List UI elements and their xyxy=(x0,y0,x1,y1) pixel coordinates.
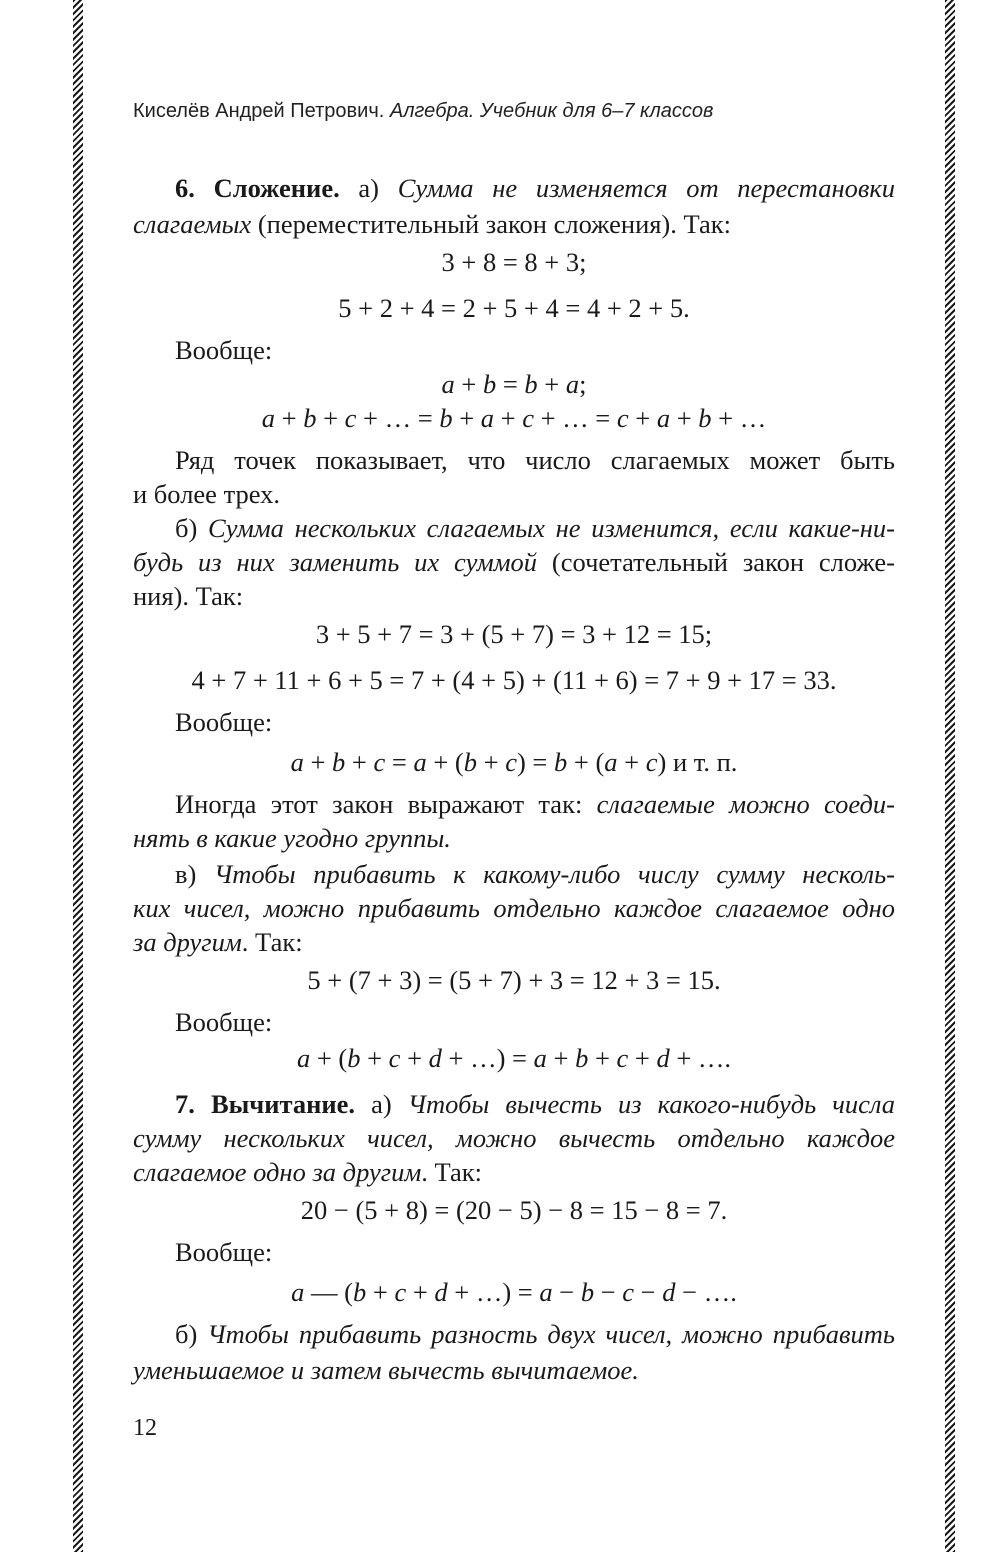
text-segment: уменьшаемое и затем вычесть вычитаемое. xyxy=(133,1355,639,1385)
text-segment: + xyxy=(316,403,345,433)
text-segment: − xyxy=(552,1277,581,1307)
text-segment: б) xyxy=(175,513,209,543)
text-segment: Чтобы прибавить разность двух чисел, можно прибавить xyxy=(207,1319,895,1349)
text-segment: a xyxy=(291,1277,305,1307)
text-segment: 3 + 8 = 8 + 3; xyxy=(441,247,587,277)
text-segment: + xyxy=(452,403,481,433)
text-segment: нять в какие угодно группы. xyxy=(133,823,451,853)
text-segment: слагаемых xyxy=(133,209,252,239)
text-segment: = xyxy=(385,747,414,777)
text-segment: + xyxy=(345,747,374,777)
text-segment: + xyxy=(670,403,699,433)
text-segment: слагаемые можно соеди- xyxy=(596,789,895,819)
text-line xyxy=(175,1087,895,1121)
text-segment: 4 + 7 + 11 + 6 + 5 = 7 + (4 + 5) + (11 + 6) = 7 + 9 + 17 = 33. xyxy=(191,665,837,695)
text-segment: + xyxy=(454,369,483,399)
text-line xyxy=(133,1121,895,1155)
text-segment: b xyxy=(698,403,712,433)
running-header xyxy=(133,100,713,123)
text-segment: будь из них заменить их суммой xyxy=(133,547,538,577)
formula-line xyxy=(133,1041,895,1075)
text-segment: c xyxy=(616,1043,629,1073)
formula-line xyxy=(133,663,895,697)
text-line xyxy=(133,1155,482,1189)
text-segment: c xyxy=(505,747,517,777)
text-segment: b xyxy=(332,747,346,777)
text-segment: b xyxy=(463,747,477,777)
text-segment: + …) = xyxy=(447,1277,540,1307)
text-segment: + xyxy=(588,1043,617,1073)
text-segment: − …. xyxy=(675,1277,737,1307)
text-line xyxy=(133,891,895,925)
text-segment: Ряд точек показывает, что число слагаемых может быть xyxy=(175,445,895,475)
text-line xyxy=(133,1353,639,1387)
text-segment: ) = xyxy=(516,747,554,777)
text-segment: + xyxy=(537,369,566,399)
text-segment: b xyxy=(303,403,317,433)
text-segment: 6. Сложение. xyxy=(175,173,340,203)
text-line xyxy=(133,925,303,959)
formula-line xyxy=(133,963,895,997)
text-segment: ния). Так: xyxy=(133,581,244,611)
formula-line xyxy=(133,291,895,325)
left-decorative-border xyxy=(73,0,83,1552)
text-segment: d xyxy=(428,1043,442,1073)
text-segment: ких чисел, можно прибавить отдельно каждое слагаемое одно xyxy=(133,893,895,923)
text-segment: d xyxy=(662,1277,676,1307)
formula-line xyxy=(133,617,895,651)
text-segment: + xyxy=(400,1043,429,1073)
text-segment: Вообще: xyxy=(175,1007,273,1037)
text-segment: + ( xyxy=(426,747,464,777)
text-segment: сумму нескольких чисел, можно вычесть отдельно каждое xyxy=(133,1123,895,1153)
text-segment: 7. Вычитание. xyxy=(175,1089,356,1119)
text-segment: + …. xyxy=(669,1043,732,1073)
text-line xyxy=(175,857,895,891)
text-segment: − xyxy=(634,1277,663,1307)
text-line xyxy=(175,705,272,739)
text-line xyxy=(133,207,731,241)
text-segment: a xyxy=(441,369,455,399)
text-segment: b xyxy=(347,1043,361,1073)
text-segment: . Так: xyxy=(421,1157,483,1187)
text-segment: + xyxy=(628,403,657,433)
text-segment: c xyxy=(522,403,534,433)
text-segment: d xyxy=(656,1043,670,1073)
formula-line xyxy=(133,367,895,401)
text-segment: 5 + 2 + 4 = 2 + 5 + 4 = 4 + 2 + 5. xyxy=(338,293,690,323)
text-segment: c xyxy=(616,403,629,433)
text-segment: c xyxy=(394,1277,407,1307)
text-segment: d xyxy=(434,1277,448,1307)
text-segment: Вообще: xyxy=(175,707,273,737)
text-segment: — ( xyxy=(304,1277,353,1307)
header-title: Алгебра. Учебник для 6–7 классов xyxy=(389,100,714,122)
text-line xyxy=(175,443,895,477)
text-segment: в) xyxy=(175,859,214,889)
text-segment: + … xyxy=(711,403,767,433)
text-segment: + xyxy=(628,1043,657,1073)
text-segment: + … = xyxy=(533,403,617,433)
text-segment: за другим xyxy=(133,927,242,957)
text-segment: б) xyxy=(175,1319,208,1349)
formula-line xyxy=(133,245,895,279)
text-line xyxy=(133,477,280,511)
text-segment: 20 − (5 + 8) = (20 − 5) − 8 = 15 − 8 = 7. xyxy=(300,1195,728,1225)
text-segment: + xyxy=(406,1277,435,1307)
text-segment: (переместительный закон сложения). Так: xyxy=(251,209,732,239)
text-segment: слагаемое одно за другим xyxy=(133,1157,422,1187)
text-line xyxy=(175,787,895,821)
text-segment: + xyxy=(494,403,523,433)
text-segment: a xyxy=(413,747,427,777)
text-segment: a xyxy=(290,747,304,777)
text-segment: b xyxy=(580,1277,595,1307)
text-segment: + xyxy=(360,1043,389,1073)
text-line xyxy=(175,333,272,367)
text-segment: + …) = xyxy=(441,1043,534,1073)
text-segment: Вообще: xyxy=(175,1237,273,1267)
text-segment: a xyxy=(565,369,580,399)
text-segment: Сумма не изменяется от перестановки xyxy=(397,173,895,203)
text-segment: + … = xyxy=(356,403,440,433)
text-segment: Вообще: xyxy=(175,335,273,365)
text-segment: a xyxy=(296,1043,311,1073)
text-segment: a xyxy=(261,403,275,433)
text-segment: Иногда этот закон выражают так: xyxy=(175,789,597,819)
text-segment: a xyxy=(656,403,671,433)
formula-line xyxy=(133,1275,895,1309)
text-line xyxy=(175,171,895,205)
text-segment: = xyxy=(496,369,525,399)
page-number: 12 xyxy=(133,1415,157,1441)
text-segment: . Так: xyxy=(241,927,303,957)
text-segment: ; xyxy=(579,369,587,399)
text-segment: Сумма нескольких слагаемых не изменится, если какие-ни- xyxy=(208,513,895,543)
text-segment: + xyxy=(546,1043,576,1073)
text-segment: b xyxy=(524,369,538,399)
formula-line xyxy=(133,401,895,435)
text-line xyxy=(133,821,451,855)
text-segment: Чтобы прибавить к какому-либо числу сумму несколь- xyxy=(214,859,895,889)
text-line xyxy=(175,511,895,545)
formula-line xyxy=(133,1193,895,1227)
text-segment: c xyxy=(645,747,658,777)
text-segment: а) xyxy=(355,1089,408,1119)
text-segment: 5 + (7 + 3) = (5 + 7) + 3 = 12 + 3 = 15. xyxy=(307,965,721,995)
text-line xyxy=(175,1235,272,1269)
text-segment: 3 + 5 + 7 = 3 + (5 + 7) = 3 + 12 = 15; xyxy=(315,619,713,649)
text-segment: b xyxy=(439,403,453,433)
text-segment: + xyxy=(477,747,506,777)
text-segment: а) xyxy=(339,173,398,203)
text-segment: c xyxy=(388,1043,401,1073)
text-segment: + xyxy=(617,747,646,777)
text-line xyxy=(175,1317,895,1351)
text-segment: a xyxy=(604,747,618,777)
text-segment: c xyxy=(373,747,386,777)
text-segment: c xyxy=(622,1277,635,1307)
text-segment: b xyxy=(575,1043,589,1073)
text-line xyxy=(133,545,895,579)
text-segment: + xyxy=(275,403,304,433)
text-segment: ) и т. п. xyxy=(657,747,738,777)
text-segment: b xyxy=(352,1277,367,1307)
text-segment: b xyxy=(482,369,497,399)
text-segment: − xyxy=(594,1277,623,1307)
right-decorative-border xyxy=(945,0,955,1552)
text-segment: a xyxy=(480,403,495,433)
text-segment: c xyxy=(344,403,357,433)
text-segment: и более трех. xyxy=(133,479,281,509)
text-segment: + xyxy=(303,747,333,777)
text-segment: b xyxy=(554,747,568,777)
formula-line xyxy=(133,745,895,779)
text-line xyxy=(175,1005,272,1039)
header-author: Киселёв Андрей Петрович. xyxy=(133,100,385,122)
text-segment: (сочетательный закон сложе- xyxy=(537,547,896,577)
text-segment: + ( xyxy=(310,1043,348,1073)
text-segment: a xyxy=(539,1277,553,1307)
text-segment: Чтобы вычесть из какого-нибудь числа xyxy=(407,1089,896,1119)
text-line xyxy=(133,579,243,613)
text-segment: + xyxy=(366,1277,395,1307)
text-segment: + ( xyxy=(567,747,605,777)
text-segment: a xyxy=(533,1043,547,1073)
